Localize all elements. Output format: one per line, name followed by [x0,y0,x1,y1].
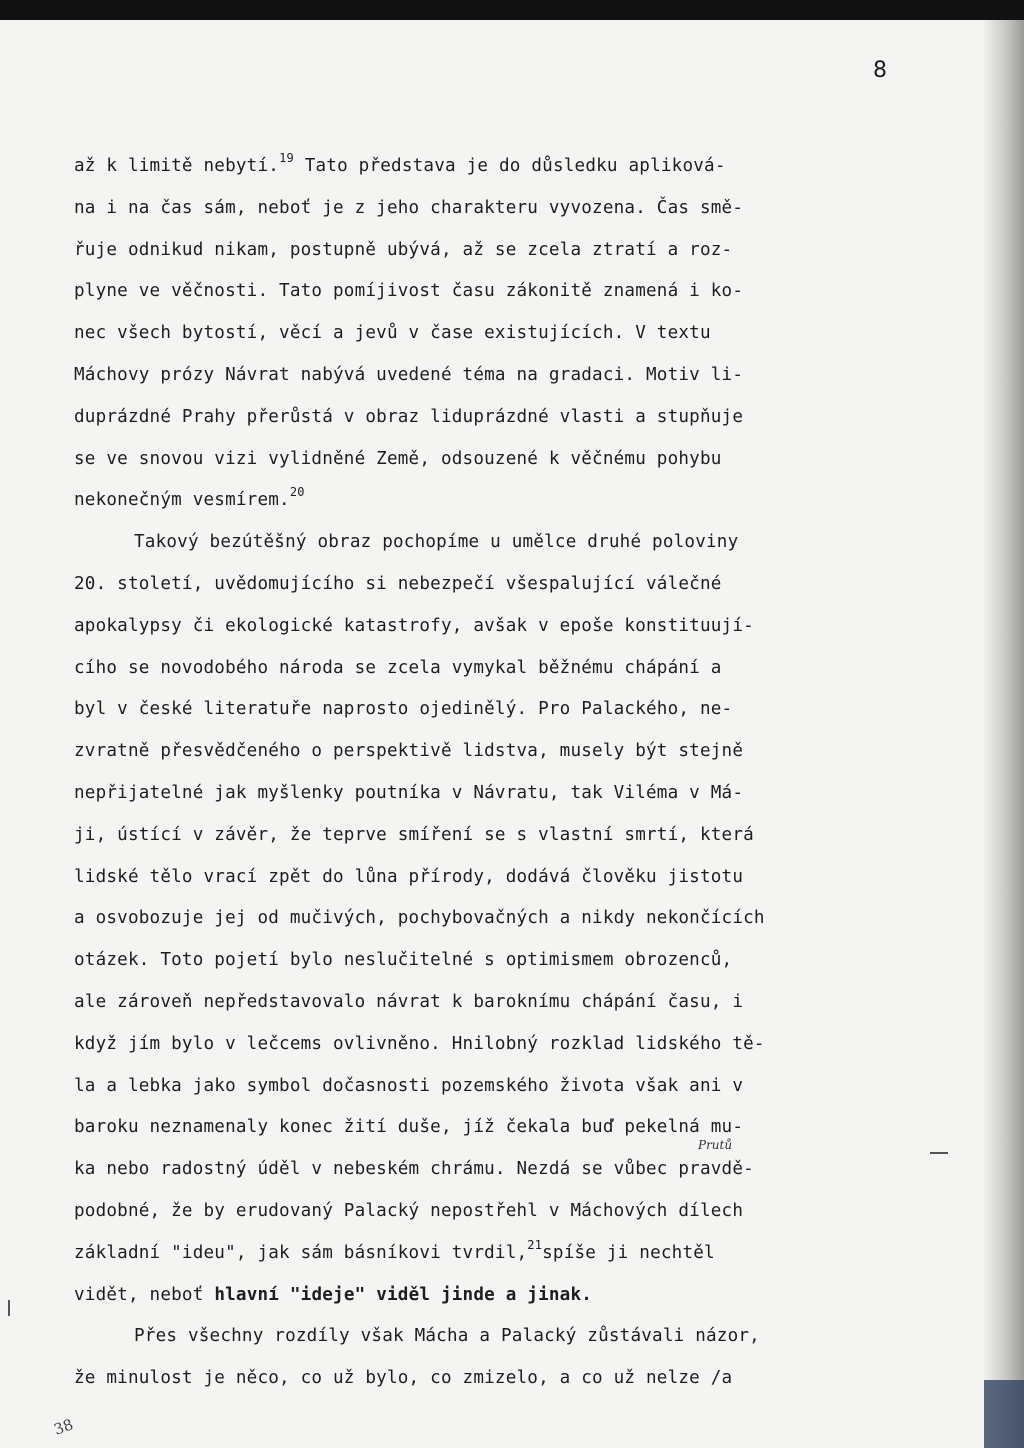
margin-tick [930,1152,948,1154]
handwritten-insert: Prutů [698,1138,733,1152]
text-line: baroku neznamenaly konec žití duše, jíž čekala buď pekelná mu- [74,1117,744,1138]
page-number: 8 [873,58,887,83]
text-line: se ve snovou vizi vylidněné Země, odsouzené k věčnému pohybu [74,448,722,469]
text-line: zvratně přesvědčeného o perspektivě lidstva, musely být stejně [74,741,744,762]
text-line: Máchovy prózy Návrat nabývá uvedené téma na gradaci. Motiv li- [74,364,744,385]
text-line: nec všech bytostí, věcí a jevů v čase existujících. V textu [74,323,711,344]
text-line: plyne ve věčnosti. Tato pomíjivost času zákonitě znamená i ko- [74,281,744,302]
text-line: ale zároveň nepředstavovalo návrat k baroknímu chápání času, i [74,991,744,1012]
handwritten-marginalia: 38 [51,1415,76,1439]
text-line: ka nebo radostný úděl v nebeském chrámu. Nezdá se vůbec pravdě- [74,1159,754,1180]
text-line: lidské tělo vrací zpět do lůna přírody, dodává člověku jistotu [74,866,744,887]
text-line: podobné, že by erudovaný Palacký nepostřehl v Máchových dílech [74,1200,744,1221]
text-line: 20. století, uvědomujícího si nebezpečí všespalující válečné [74,573,722,594]
body-text [74,146,894,1400]
text-line: že minulost je něco, co už bylo, co zmizelo, a co už nelze /a [74,1368,733,1389]
text-line: apokalypsy či ekologické katastrofy, avšak v epoše konstituují- [74,615,754,636]
text-line: a osvobozuje jej od mučivých, pochybovačných a nikdy nekončících [74,908,765,929]
text-line: Přes všechny rozdíly však Mácha a Palacký zůstávali názor, [134,1326,760,1347]
line-text: nekonečným vesmírem. [74,490,290,511]
text-line: duprázdné Prahy přerůstá v obraz liduprázdné vlasti a stupňuje [74,406,744,427]
text-line: řuje odnikud nikam, postupně ubývá, až se zcela ztratí a roz- [74,239,733,260]
text-line [74,480,894,522]
margin-tick [8,1300,10,1316]
footnote-marker: 19 [279,151,294,165]
footnote-marker: 20 [289,485,305,500]
line-text: Tato představa je do důsledku apliková- [293,156,726,176]
text-line: la a lebka jako symbol dočasnosti pozemského života však ani v [74,1075,744,1096]
line-text: až k limitě nebytí. [74,156,280,176]
text-line [74,1233,894,1275]
text-line: když jím bylo v lečcems ovlivněno. Hnilobný rozklad lidského tě- [74,1033,765,1054]
text-line: byl v české literatuře naprosto ojedinělý. Pro Palackého, ne- [74,699,733,720]
emphasized-text: hlavní "ideje" viděl jinde a jinak. [214,1284,593,1305]
scan-corner-shadow [984,1380,1024,1448]
text-line: cího se novodobého národa se zcela vymykal běžnému chápání a [74,657,722,678]
text-line: otázek. Toto pojetí bylo neslučitelné s optimismem obrozenců, [74,950,733,971]
text-line [74,1275,894,1317]
scan-right-edge [984,20,1024,1448]
text-line: Takový bezútěšný obraz pochopíme u umělce druhé poloviny [134,532,739,553]
line-text: vidět, neboť [74,1284,215,1305]
text-line: nepřijatelné jak myšlenky poutníka v Návratu, tak Viléma v Má- [74,782,744,803]
line-text: základní "ideu", jak sám básníkovi tvrdil, [74,1242,528,1263]
text-line: ji, ústící v závěr, že teprve smíření se s vlastní smrtí, která [74,824,754,845]
footnote-marker: 21 [527,1237,543,1252]
line-text: spíše ji nechtěl [542,1242,715,1263]
scan-top-edge [0,0,1024,20]
text-line [74,146,894,188]
text-line: na i na čas sám, neboť je z jeho charakteru vyvozena. Čas smě- [74,197,744,218]
